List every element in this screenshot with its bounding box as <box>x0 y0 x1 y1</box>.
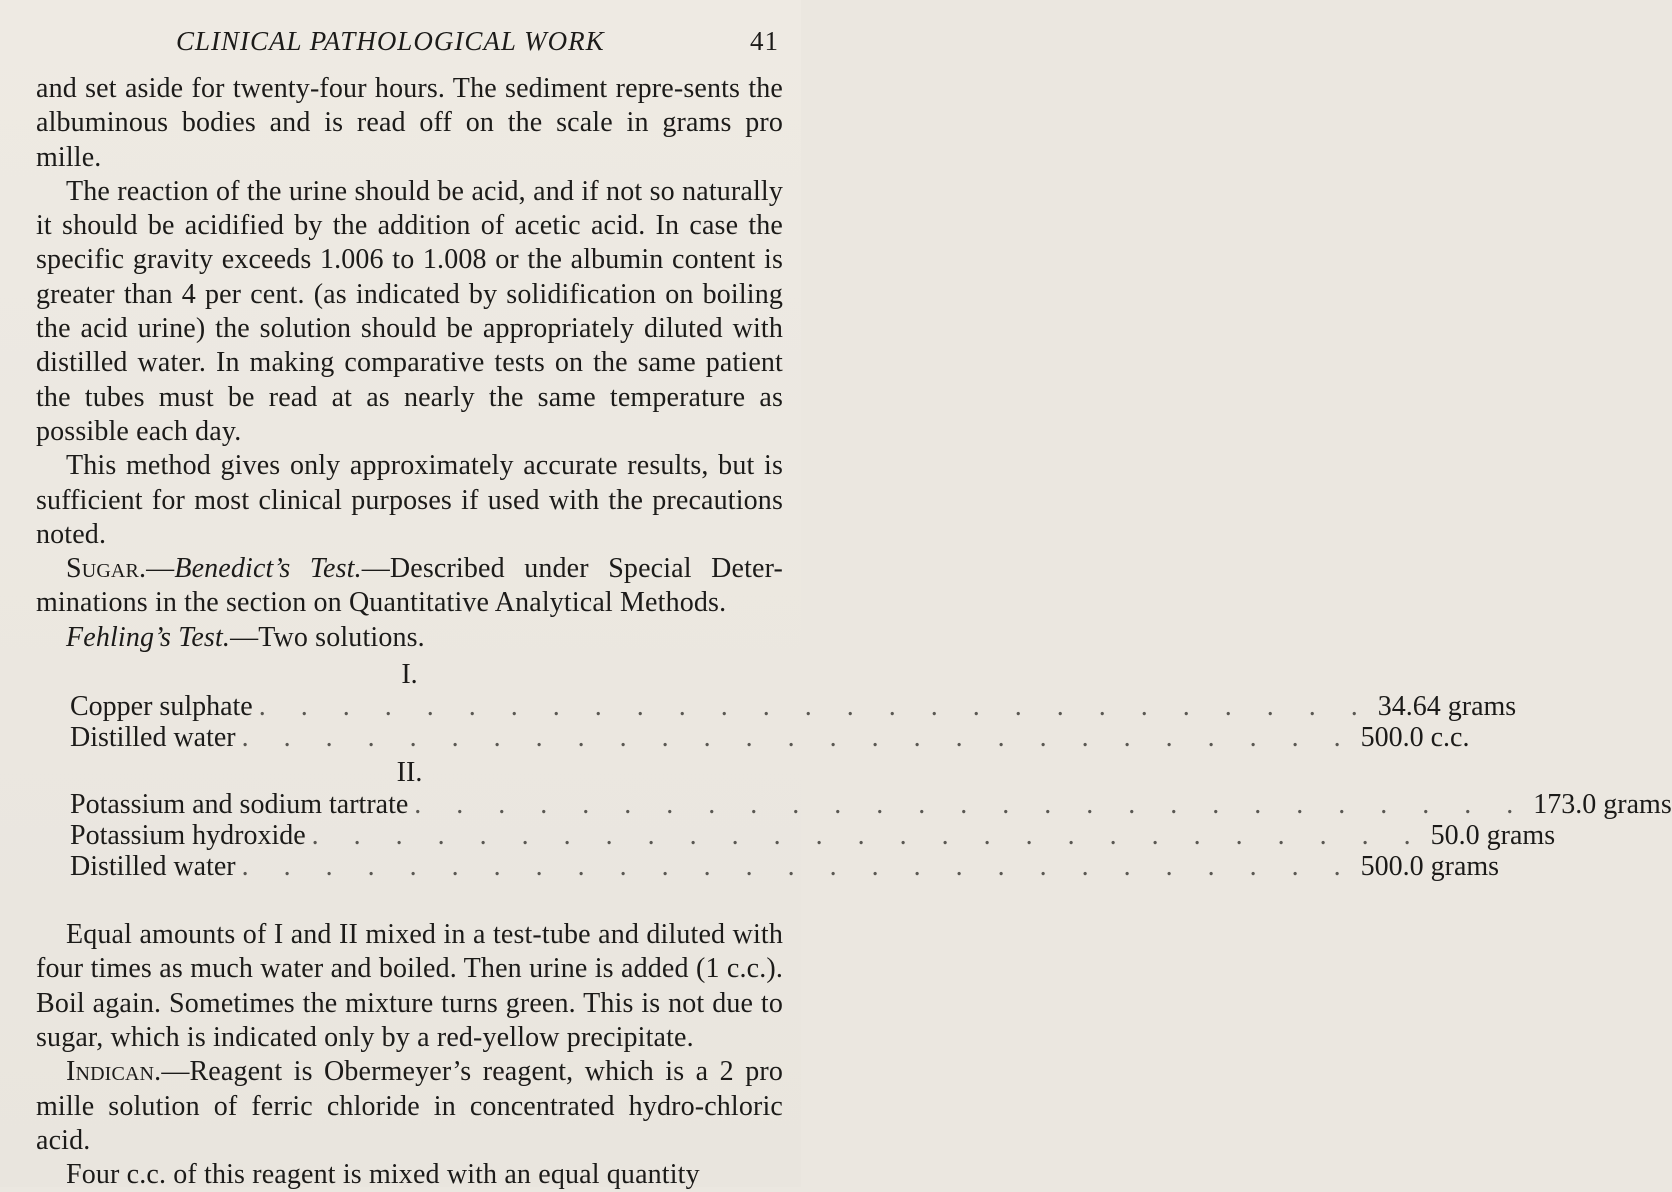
solution-one-numeral: I. <box>401 659 418 691</box>
solution-one-table <box>36 659 1517 754</box>
paragraph-indican <box>36 1055 783 1158</box>
sugar-dash: — <box>146 553 175 585</box>
ingredient-name: Potassium hydroxide <box>70 820 306 852</box>
dot-leader: . . . . . . . . . . . . . . . . . . . . . . . . . . . <box>311 820 1425 852</box>
ingredient-quantity: 34.64 grams <box>1377 691 1517 723</box>
dot-leader: . . . . . . . . . . . . . . . . . . . . . . . . . . . <box>258 691 1372 723</box>
ingredient-quantity: 500.0 c.c. <box>1360 722 1470 754</box>
indican-body: —Reagent is Obermeyer’s reagent, which is a 2 pro mille solution of ferric chloride in concentrated hydro-chloric acid. <box>36 1056 783 1156</box>
ingredient-quantity: 173.0 grams <box>1533 789 1672 821</box>
fehlings-test-title: Fehling’s Test. <box>66 621 231 653</box>
ingredient-name: Distilled water <box>70 851 236 883</box>
ingredient-name: Copper sulphate <box>70 691 253 723</box>
table-row <box>70 722 1470 754</box>
table-row <box>70 851 1500 883</box>
spacer <box>36 882 783 918</box>
ingredient-quantity: 50.0 grams <box>1430 820 1556 852</box>
sugar-heading: Sugar. <box>66 553 147 585</box>
dot-leader: . . . . . . . . . . . . . . . . . . . . . . . . . . . <box>414 789 1528 821</box>
table-row <box>70 820 1556 852</box>
dot-leader: . . . . . . . . . . . . . . . . . . . . . . . . . . . <box>241 722 1355 754</box>
paragraph-reaction: The reaction of the urine should be acid, and if not so naturally it should be acidified by the addition of acetic acid. In case the specific gravity exceeds 1.006 to 1.008 or the albumin content is greater than 4 per cent. (as indicated by solidification on boiling the acid urine) the solution should be appropriately diluted with distilled water. In making comparative tests on the same patient the tubes must be read at as nearly the same temperature as possible each day. <box>36 175 783 447</box>
solution-two-table <box>36 757 1672 883</box>
running-head-title: CLINICAL PATHOLOGICAL WORK <box>176 26 605 56</box>
paragraph-fehling <box>36 621 783 655</box>
table-row <box>70 691 1517 723</box>
indican-heading: Indican. <box>66 1056 162 1088</box>
paragraph-reagent-mix: Four c.c. of this reagent is mixed with an equal quantity <box>66 1159 700 1191</box>
table-row <box>70 789 1672 821</box>
ingredient-quantity: 500.0 grams <box>1360 851 1500 883</box>
fehlings-test-body: —Two solutions. <box>230 621 425 653</box>
benedicts-test-body: —Described under Special Deter-minations in the section on Quantitative Analytical Methods. <box>36 553 784 619</box>
body-text <box>36 72 783 655</box>
paragraph-sediment: and set aside for twenty-four hours. The sediment repre-sents the albuminous bodies and is read off on the scale in grams pro mille. <box>36 73 783 173</box>
dot-leader: . . . . . . . . . . . . . . . . . . . . . . . . . . . <box>241 851 1355 883</box>
running-head <box>36 28 783 62</box>
ingredient-name: Distilled water <box>70 722 236 754</box>
paragraph-method-accuracy: This method gives only approximately accurate results, but is sufficient for most clinical purposes if used with the precautions noted. <box>36 450 783 550</box>
paragraph-mixing: Equal amounts of I and II mixed in a test-tube and diluted with four times as much water and boiled. Then urine is added (1 c.c.). Boil again. Sometimes the mixture turns green. This is not due to sugar, which is indicated only by a red-yellow precipitate. <box>36 919 783 1053</box>
paragraph-sugar <box>36 552 783 621</box>
ingredient-name: Potassium and sodium tartrate <box>70 789 409 821</box>
solution-two-numeral: II. <box>396 757 423 789</box>
body-text-continued <box>36 918 783 1192</box>
benedicts-test-title: Benedict’s Test. <box>174 553 362 585</box>
page-number: 41 <box>750 26 779 56</box>
